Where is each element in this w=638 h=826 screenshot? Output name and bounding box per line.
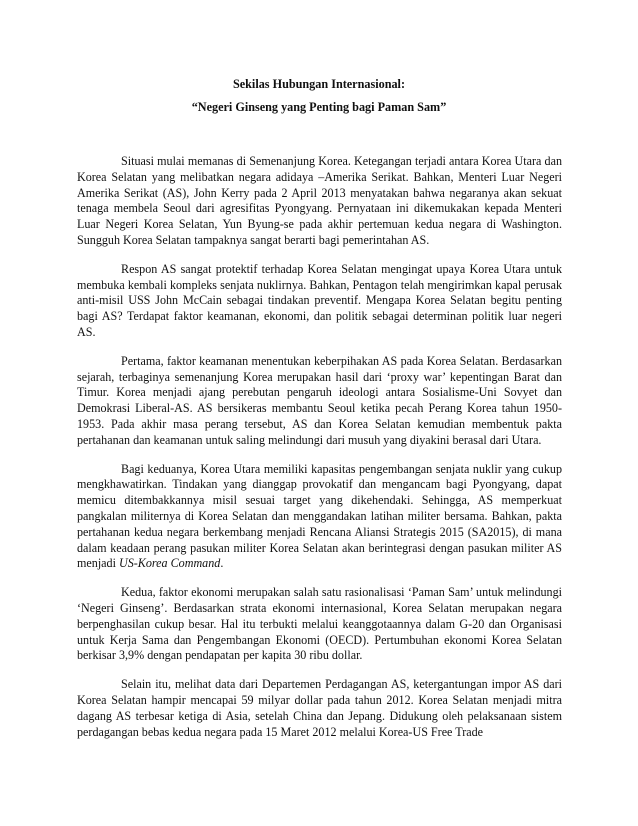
paragraph-3: Pertama, faktor keamanan menentukan keberpihakan AS pada Korea Selatan. Berdasarkan sejarah, terbaginya semenanjung Korea merupakan hasil dari ‘proxy war’ kepentingan Barat dan Timur. Korea menjadi ajang perebutan pengaruh ideologi antara Sosialisme-Uni Sovyet dan Demokrasi Liberal-AS. AS bersikeras membantu Seoul ketika pecah Perang Korea tahun 1950-1953. Pada akhir masa perang tersebut, AS dan Korea Selatan kemudian membentuk pakta pertahanan dan keamanan untuk saling melindungi dari musuh yang diyakini berasal dari Utara. xyxy=(77,353,562,447)
paragraph-2: Respon AS sangat protektif terhadap Korea Selatan mengingat upaya Korea Utara untuk membuka kembali kompleks senjata nuklirnya. Bahkan, Pentagon telah mengirimkan kapal perusak anti-misil USS John McCain sebagai tindakan preventif. Mengapa Korea Selatan begitu penting bagi AS? Terdapat faktor keamanan, ekonomi, dan politik sebagai determinan politik luar negeri AS. xyxy=(77,261,562,339)
paragraph-4-text: Bagi keduanya, Korea Utara memiliki kapasitas pengembangan senjata nuklir yang cukup mengkhawatirkan. Tindakan yang dianggap provokatif dan mengancam bagi Pyongyang, dapat memicu ditembakkannya misil sesuai target yang dikehendaki. Sehingga, AS memperkuat pangkalan militernya di Korea Selatan dan menggandakan latihan militer bersama. Bahkan, pakta pertahanan kedua negara berkembang menjadi Rencana Aliansi Strategis 2015 (SA2015), di mana dalam keadaan perang pasukan militer Korea Selatan akan berintegrasi dengan pasukan militer AS menjadi xyxy=(77,461,562,571)
paragraph-4-end: . xyxy=(220,556,224,571)
paragraph-4-italic-term: US-Korea Command xyxy=(118,556,221,571)
document-body xyxy=(77,154,562,753)
paragraph-6: Selain itu, melihat data dari Departemen Perdagangan AS, ketergantungan impor AS dari Korea Selatan hampir mencapai 59 milyar dollar pada tahun 2012. Korea Selatan menjadi mitra dagang AS terbesar ketiga di Asia, setelah China dan Jepang. Didukung oleh pelaksanaan sistem perdagangan bebas kedua negara pada 15 Maret 2012 melalui Korea-US Free Trade xyxy=(77,677,562,739)
paragraph-1: Situasi mulai memanas di Semenanjung Korea. Ketegangan terjadi antara Korea Utara dan Korea Selatan yang melibatkan negara adidaya –Amerika Serikat. Bahkan, Menteri Luar Negeri Amerika Serikat (AS), John Kerry pada 2 April 2013 menyatakan bahwa negaranya akan sekuat tenaga membela Seoul dari agresifitas Pyongyang. Pernyataan ini dikemukakan kepada Menteri Luar Negeri Korea Selatan, Yun Byung-se pada akhir pertemuan kedua negara di Washington. Sungguh Korea Selatan tampaknya sangat berarti bagi pemerintahan AS. xyxy=(77,154,562,247)
document-subtitle: “Negeri Ginseng yang Penting bagi Paman Sam” xyxy=(191,100,447,114)
paragraph-4 xyxy=(77,462,562,573)
document-title: Sekilas Hubungan Internasional: xyxy=(232,77,406,91)
paragraph-5: Kedua, faktor ekonomi merupakan salah satu rasionalisasi ‘Paman Sam’ untuk melindungi ‘Negeri Ginseng’. Berdasarkan strata ekonomi internasional, Korea Selatan merupakan negara berpenghasilan cukup besar. Hal itu terbukti melalui keanggotaannya dalam G-20 dan Organisasi untuk Kerja Sama dan Pengembangan Ekonomi (OECD). Pertumbuhan ekonomi Korea Selatan berkisar 3,9% dengan pendapatan per kapita 30 ribu dollar. xyxy=(77,585,562,663)
